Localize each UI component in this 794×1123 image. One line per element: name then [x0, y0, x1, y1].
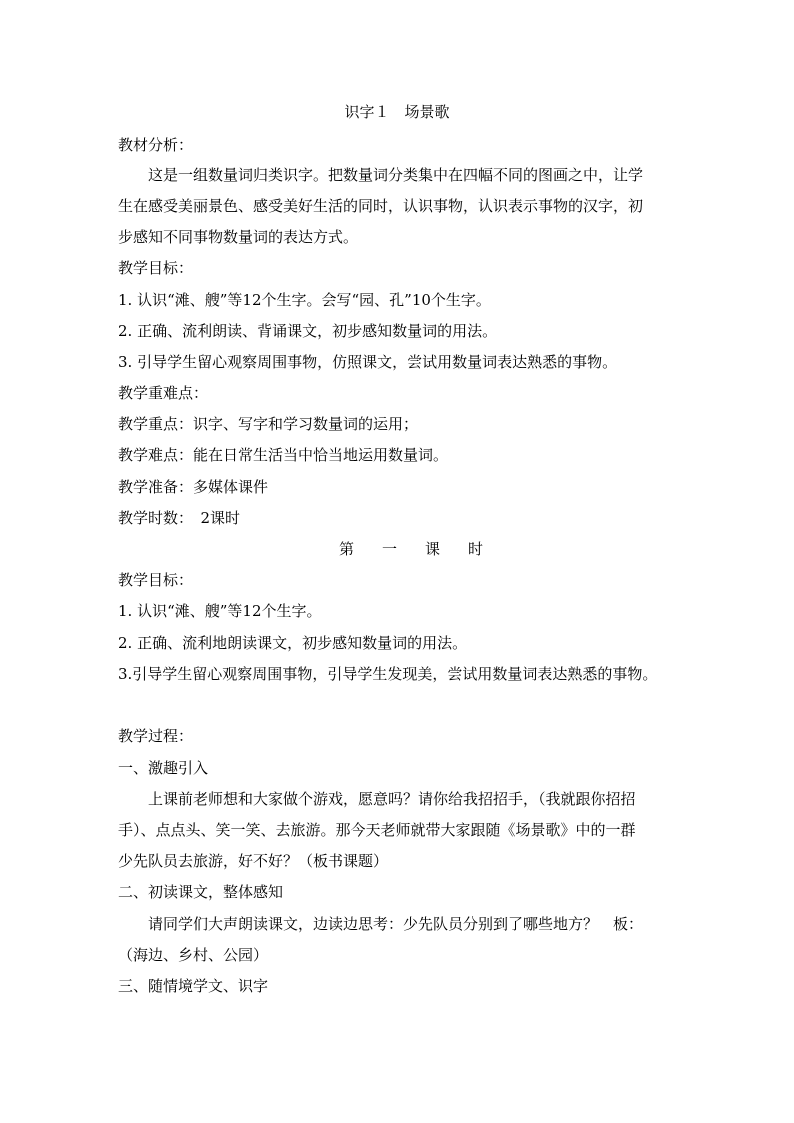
material-heading: 教材分析： — [118, 136, 194, 154]
lesson-title: 第一课时 — [338, 540, 511, 558]
step-1-paragraph-line-2: 手）、点点头、笑一笑、去旅游。那今天老师就带大家跟随《场景歌》中的一群 — [118, 821, 636, 839]
lesson-goal-item-2: 2. 正确、流利地朗读课文，初步感知数量词的用法。 — [118, 634, 468, 652]
step-3-heading: 三、随情境学文、识字 — [118, 977, 269, 995]
teaching-hours: 教学时数： 2课时 — [118, 509, 241, 527]
step-2-heading: 二、初读课文，整体感知 — [118, 883, 284, 901]
step-2-paragraph-line-1: 请同学们大声朗读课文，边读边思考：少先队员分别到了哪些地方？ 板： — [148, 915, 644, 933]
material-paragraph-line-1: 这是一组数量词归类识字。把数量词分类集中在四幅不同的图画之中，让学 — [148, 166, 644, 184]
step-1-paragraph-line-3: 少先队员去旅游，好不好？（板书课题） — [118, 852, 389, 870]
lesson-goal-item-1: 1. 认识“滩、艘”等12个生字。 — [118, 602, 322, 620]
process-heading: 教学过程： — [118, 727, 194, 745]
teaching-key-point: 教学重点：识字、写字和学习数量词的运用； — [118, 415, 419, 433]
teaching-difficult-point: 教学难点：能在日常生活当中恰当地运用数量词。 — [118, 446, 449, 464]
key-difficulty-heading: 教学重难点： — [118, 384, 209, 402]
document-title: 识字１ 场景歌 — [344, 103, 450, 121]
material-paragraph-line-3: 步感知不同事物数量词的表达方式。 — [118, 228, 359, 246]
goals-heading: 教学目标： — [118, 259, 194, 277]
step-2-paragraph-line-2: （海边、乡村、公园） — [118, 946, 269, 964]
step-1-heading: 一、激趣引入 — [118, 759, 209, 777]
step-1-paragraph-line-1: 上课前老师想和大家做个游戏，愿意吗？请你给我招招手，（我就跟你招招 — [148, 790, 636, 808]
material-paragraph-line-2: 生在感受美丽景色、感受美好生活的同时，认识事物，认识表示事物的汉字，初 — [118, 197, 644, 215]
lesson-goal-item-3: 3.引导学生留心观察周围事物，引导学生发现美，尝试用数量词表达熟悉的事物。 — [118, 665, 658, 683]
teaching-preparation: 教学准备：多媒体课件 — [118, 478, 269, 496]
goal-item-1: 1. 认识“滩、艘”等12个生字。会写“园、孔”10个生字。 — [118, 291, 491, 309]
goal-item-3: 3. 引导学生留心观察周围事物，仿照课文，尝试用数量词表达熟悉的事物。 — [118, 353, 618, 371]
goal-item-2: 2. 正确、流利朗读、背诵课文，初步感知数量词的用法。 — [118, 322, 498, 340]
lesson-goals-heading: 教学目标： — [118, 571, 194, 589]
